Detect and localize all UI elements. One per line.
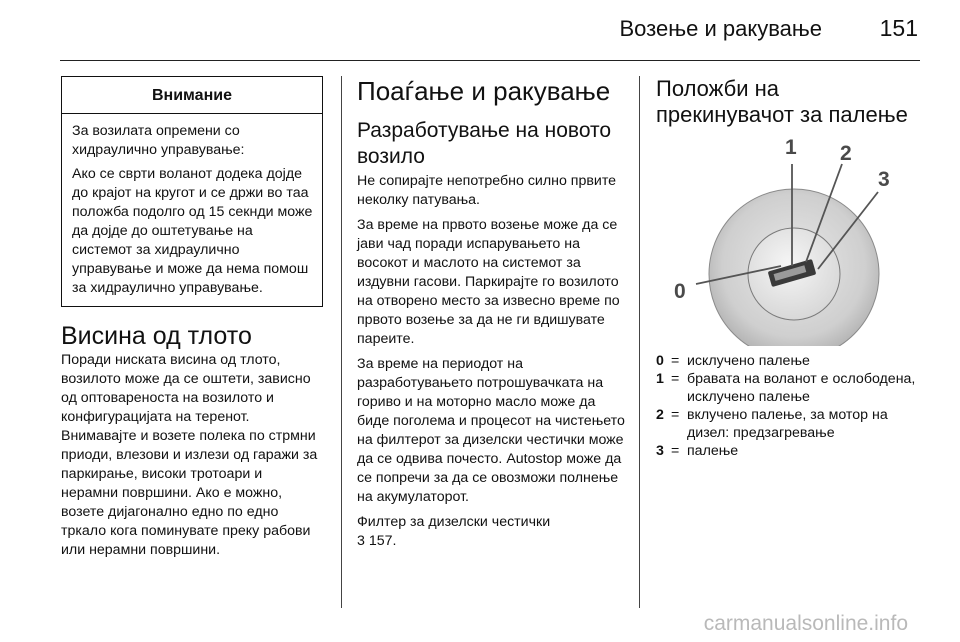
running-in-heading: Разработување на новото возило	[357, 119, 612, 168]
legend-separator: =	[671, 443, 680, 459]
running-in-paragraph: За време на првото возење може да се јави чад поради испарувањето на восокот и маслото на системот за издувни гасови. Паркирајте го возилото на отворено место за извесно време по првото возење за да не ги вдишувате пареите.	[357, 217, 620, 347]
ground-clearance-text: Поради ниската висина од тлото, возилото може да се оштети, зависно од оптовареноста на возилото и конфигурацијата на теренот. Внимавајте и возете полека по стрмни приоди, влезови и излези од гаражи за паркирање, високи тротоари и нерамни површини. Ако е можно, возете дијагонално едно по едно тркало кога поминувате преку рабови или нерамни површини.	[61, 352, 318, 558]
column-divider	[639, 76, 640, 608]
page-header	[60, 0, 920, 61]
legend-key: 1	[656, 371, 664, 387]
position-label-0: 0	[674, 280, 686, 303]
running-in-paragraph: За време на периодот на разработувањето потрошувачката на гориво и на моторно масло може да биде поголема и процесот на чистењето на филтерот за дизелски честички може да се одвива почесто. Autostop може да се попречи за да се овозможи полнење на акумулаторот.	[357, 356, 625, 505]
page-reference-link[interactable]: 3 157.	[357, 533, 397, 549]
legend-key: 2	[656, 407, 664, 423]
column-left	[61, 76, 323, 566]
ignition-legend	[656, 352, 922, 460]
legend-text: исклучено палење	[687, 353, 810, 369]
warning-heading: Внимание	[62, 77, 322, 114]
ignition-heading: Положби на прекинувачот за палење	[656, 76, 908, 127]
warning-paragraph: Ако се сврти воланот додека дојде до крајот на кругот и се држи во таа положба подолго од 15 секнди може да дојде до оштетување на системот за хидраулично управување и може да нема помош за хидраулично управување.	[72, 166, 313, 296]
position-label-2: 2	[840, 142, 852, 165]
column-middle	[357, 76, 625, 557]
legend-item	[656, 442, 922, 460]
legend-separator: =	[671, 371, 680, 387]
ignition-switch-diagram	[656, 134, 920, 346]
legend-key: 3	[656, 443, 664, 459]
filter-reference: Филтер за дизелски честички	[357, 514, 551, 530]
warning-paragraph: За возилата опремени со хидраулично управување:	[72, 123, 245, 158]
legend-separator: =	[671, 353, 680, 369]
legend-text: палење	[687, 443, 739, 459]
ground-clearance-heading: Висина од тлото	[61, 322, 252, 350]
driving-heading: Поаѓање и ракување	[357, 76, 611, 106]
legend-text: вклучено палење, за мотор на дизел: предзагревање	[687, 407, 888, 441]
legend-key: 0	[656, 353, 664, 369]
position-label-3: 3	[878, 168, 890, 191]
column-right	[656, 76, 922, 460]
page-number: 151	[879, 15, 918, 41]
warning-body	[62, 114, 322, 306]
column-divider	[341, 76, 342, 608]
running-in-paragraph: Не сопирајте непотребно силно првите неколку патувања.	[357, 173, 617, 208]
legend-separator: =	[671, 407, 680, 423]
legend-item	[656, 370, 922, 406]
header-title: Возење и ракување	[619, 16, 822, 41]
legend-item	[656, 406, 922, 442]
legend-text: бравата на воланот е ослободена, исклучено палење	[687, 371, 916, 405]
ignition-switch-svg	[656, 134, 920, 346]
warning-box	[61, 76, 323, 307]
position-label-1: 1	[785, 136, 797, 159]
legend-item	[656, 352, 922, 370]
watermark: carmanualsonline.info	[703, 612, 908, 635]
